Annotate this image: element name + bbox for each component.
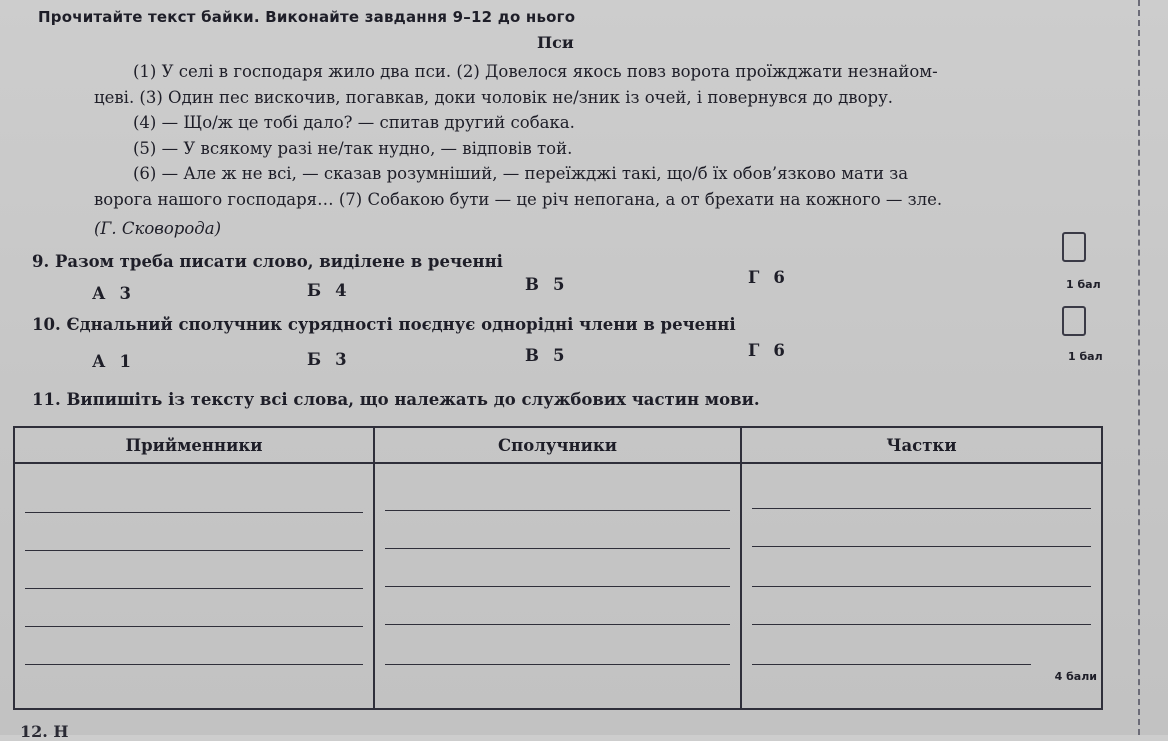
writing-line [25,512,363,513]
writing-line [385,664,730,665]
writing-line [752,624,1091,625]
question-10-answer-box[interactable] [1062,306,1086,336]
writing-line [385,548,730,549]
question-10-option-b[interactable]: Б 3 [307,350,347,369]
table-header-row [14,427,1102,463]
header-particles: Частки [741,427,1102,463]
question-9-text: 9. Разом треба писати слово, виділене в реченні [32,252,503,271]
question-9-option-d[interactable]: Г 6 [748,268,785,287]
writing-line [752,546,1091,547]
question-10-score: 1 бал [1068,350,1103,363]
table-answer-row [14,463,1102,709]
story-line-2: цеві. (3) Один пес вискочив, погавкав, доки чоловік не/зник із очей, і повернувся до двору. [94,88,894,107]
next-question-cutoff: 12. Н [20,722,69,741]
conjunctions-answer-cell[interactable] [374,463,741,709]
question-10-option-d[interactable]: Г 6 [748,341,785,360]
question-9-option-b[interactable]: Б 4 [307,281,347,300]
particles-answer-cell[interactable] [741,463,1102,709]
story-line-5: (6) — Але ж не всі, — сказав розумніший, — переїжджі такі, що/б їх обов’язково мати за [133,164,909,183]
story-title: Пси [537,33,574,52]
header-conjunctions: Сполучники [374,427,741,463]
page-cut-guide [1138,0,1140,735]
prepositions-answer-cell[interactable] [14,463,374,709]
question-9-option-a[interactable]: А 3 [92,284,131,303]
writing-line [385,586,730,587]
header-prepositions: Прийменники [14,427,374,463]
writing-line [752,664,1031,665]
writing-line [25,588,363,589]
question-10-text: 10. Єднальний сполучник сурядності поєднує однорідні члени в реченні [32,315,736,334]
writing-line [752,586,1091,587]
question-11-score: 4 бали [1054,670,1097,683]
question-11-text: 11. Випишіть із тексту всі слова, що належать до службових частин мови. [32,390,760,409]
story-source: (Г. Сковорода) [94,219,222,238]
writing-line [752,508,1091,509]
question-9-answer-box[interactable] [1062,232,1086,262]
question-9-score: 1 бал [1066,278,1101,291]
story-line-3: (4) — Що/ж це тобі дало? — спитав другий собака. [133,113,575,132]
question-10-option-c[interactable]: В 5 [525,346,565,365]
parts-of-speech-table [13,426,1103,710]
writing-line [25,550,363,551]
writing-line [385,624,730,625]
story-line-6: ворога нашого господаря… (7) Собакою бути — це річ непогана, а от брехати на кожного — зле. [94,190,943,209]
question-10-option-a[interactable]: А 1 [92,352,131,371]
story-line-4: (5) — У всякому разі не/так нудно, — відповів той. [133,139,573,158]
question-9-option-c[interactable]: В 5 [525,275,565,294]
writing-line [385,510,730,511]
writing-line [25,626,363,627]
story-line-1: (1) У селі в господаря жило два пси. (2) Довелося якось повз ворота проїжджати незнайом- [133,62,938,81]
writing-line [25,664,363,665]
instruction-heading: Прочитайте текст байки. Виконайте завдання 9–12 до нього [38,8,576,26]
